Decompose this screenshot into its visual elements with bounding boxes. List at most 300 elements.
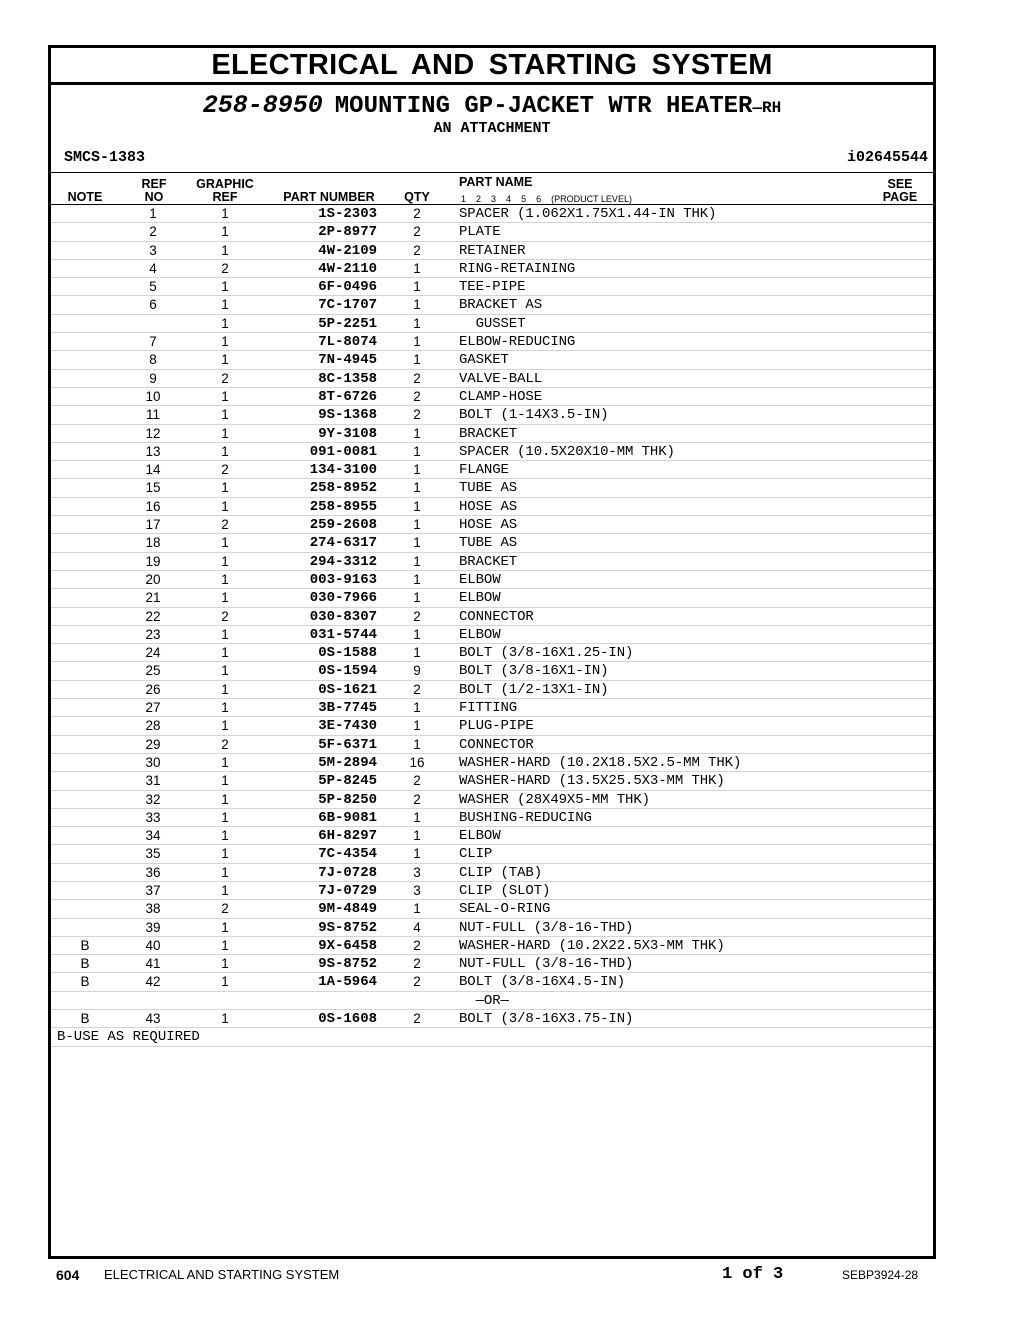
ref-cell: 22 xyxy=(145,608,161,624)
ref-cell: 13 xyxy=(145,443,161,459)
table-row xyxy=(51,516,933,534)
qty-cell: 2 xyxy=(413,773,421,789)
part-name-cell: TUBE AS xyxy=(459,480,518,497)
table-row xyxy=(51,571,933,589)
part-name-cell: BOLT (1/2-13X1-IN) xyxy=(459,681,609,698)
part-name-cell: BRACKET xyxy=(459,425,518,442)
part-name-cell: WASHER-HARD (10.2X22.5X3-MM THK) xyxy=(459,937,725,954)
graphic-ref-cell: 1 xyxy=(221,700,229,716)
table-row xyxy=(51,845,933,863)
ref-cell: 37 xyxy=(145,882,161,898)
ref-cell: 34 xyxy=(145,828,161,844)
col-see-bottom: PAGE xyxy=(882,190,918,204)
ref-cell: 28 xyxy=(145,718,161,734)
part-number-cell: 0S-1594 xyxy=(318,663,377,680)
graphic-ref-cell: 1 xyxy=(221,224,229,240)
part-number-cell: 7C-1707 xyxy=(318,297,377,314)
part-name-cell: GASKET xyxy=(459,352,509,369)
qty-cell: 1 xyxy=(413,736,421,752)
graphic-ref-cell: 1 xyxy=(221,498,229,514)
table-row xyxy=(51,772,933,790)
ref-cell: 25 xyxy=(145,663,161,679)
part-name-cell: PLATE xyxy=(459,224,501,241)
table-row xyxy=(51,461,933,479)
footer-page-number: 604 xyxy=(56,1267,80,1283)
table-row xyxy=(51,278,933,296)
ref-cell: 32 xyxy=(145,791,161,807)
level-product: (PRODUCT LEVEL) xyxy=(551,194,632,204)
table-row xyxy=(51,351,933,369)
graphic-ref-cell: 2 xyxy=(221,462,229,478)
table-row xyxy=(51,406,933,424)
ref-cell: 39 xyxy=(145,919,161,935)
table-row xyxy=(51,919,933,937)
graphic-ref-cell: 1 xyxy=(221,681,229,697)
part-number-cell: 7C-4354 xyxy=(318,846,377,863)
page-title: ELECTRICAL AND STARTING SYSTEM xyxy=(51,48,933,85)
part-number-cell: 7J-0729 xyxy=(318,882,377,899)
col-part-name: PART NAME xyxy=(459,175,533,189)
qty-cell: 1 xyxy=(413,901,421,917)
qty-cell: 1 xyxy=(413,480,421,496)
part-number-cell: 7J-0728 xyxy=(318,864,377,881)
part-number-cell: 091-0081 xyxy=(309,443,377,460)
level-5: 5 xyxy=(521,194,527,204)
part-number-cell: 2P-8977 xyxy=(318,224,377,241)
footnote-row xyxy=(51,1028,933,1046)
graphic-ref-cell: 1 xyxy=(221,443,229,459)
part-number-cell: 9Y-3108 xyxy=(318,425,377,442)
part-name-cell: SPACER (1.062X1.75X1.44-IN THK) xyxy=(459,206,717,222)
level-2: 2 xyxy=(476,194,482,204)
qty-cell: 2 xyxy=(413,937,421,953)
qty-cell: 1 xyxy=(413,498,421,514)
qty-cell: 1 xyxy=(413,260,421,276)
part-name-cell: CLIP (TAB) xyxy=(459,864,543,881)
qty-cell: 1 xyxy=(413,571,421,587)
ref-cell: 17 xyxy=(145,517,161,533)
qty-cell: 1 xyxy=(413,718,421,734)
graphic-ref-cell: 2 xyxy=(221,901,229,917)
graphic-ref-cell: 1 xyxy=(221,754,229,770)
graphic-ref-cell: 2 xyxy=(221,260,229,276)
col-ref-bottom: NO xyxy=(144,190,164,204)
ref-cell: 6 xyxy=(149,297,157,313)
part-name-cell: ELBOW xyxy=(459,828,501,845)
graphic-ref-cell: 1 xyxy=(221,590,229,606)
col-qty: QTY xyxy=(404,190,430,204)
group-name: MOUNTING GP-JACKET WTR HEATER xyxy=(334,93,753,120)
part-name-cell: ELBOW xyxy=(459,590,501,607)
qty-cell: 1 xyxy=(413,645,421,661)
ref-cell: 21 xyxy=(145,590,161,606)
product-levels xyxy=(461,194,642,204)
qty-cell: 1 xyxy=(413,626,421,642)
ref-cell: 12 xyxy=(145,425,161,441)
part-name-cell: BUSHING-REDUCING xyxy=(459,809,592,826)
table-row xyxy=(51,370,933,388)
group-subtitle: AN ATTACHMENT xyxy=(433,120,551,137)
header-divider-top xyxy=(51,172,933,173)
part-number-cell: 9S-8752 xyxy=(318,919,377,936)
qty-cell: 2 xyxy=(413,791,421,807)
qty-cell: 1 xyxy=(413,443,421,459)
table-row xyxy=(51,736,933,754)
part-number-cell: 031-5744 xyxy=(309,626,377,643)
part-number-cell: 258-8955 xyxy=(309,498,377,515)
part-name-cell: CLIP xyxy=(459,846,493,863)
graphic-ref-cell: 1 xyxy=(221,919,229,935)
note-cell: B xyxy=(80,937,90,953)
qty-cell: 1 xyxy=(413,700,421,716)
graphic-ref-cell: 1 xyxy=(221,882,229,898)
part-name-cell: TEE-PIPE xyxy=(459,279,526,296)
ref-cell: 8 xyxy=(149,352,157,368)
ref-cell: 2 xyxy=(149,224,157,240)
col-see-top: SEE xyxy=(887,177,913,191)
part-name-cell: CONNECTOR xyxy=(459,608,534,625)
qty-cell: 2 xyxy=(413,681,421,697)
part-number-cell: 134-3100 xyxy=(309,462,377,479)
ref-cell: 36 xyxy=(145,864,161,880)
ref-cell: 24 xyxy=(145,645,161,661)
qty-cell: 2 xyxy=(413,407,421,423)
part-name-cell: ELBOW xyxy=(459,626,501,643)
part-number-cell: 5P-8245 xyxy=(318,773,377,790)
part-number-cell: 259-2608 xyxy=(309,517,377,534)
footnote: B-USE AS REQUIRED xyxy=(57,1029,200,1046)
part-number-cell: 3E-7430 xyxy=(318,718,377,735)
graphic-ref-cell: 1 xyxy=(221,828,229,844)
qty-cell: 4 xyxy=(413,919,421,935)
part-name-cell: BRACKET AS xyxy=(459,297,543,314)
qty-cell: 2 xyxy=(413,224,421,240)
table-row xyxy=(51,1010,933,1028)
part-number-cell: 6B-9081 xyxy=(318,809,377,826)
part-name-cell: ELBOW-REDUCING xyxy=(459,334,576,351)
footer-page-of: 1 of 3 xyxy=(722,1265,784,1284)
part-number-cell: 7L-8074 xyxy=(318,334,377,351)
ref-cell: 15 xyxy=(145,480,161,496)
level-4: 4 xyxy=(506,194,512,204)
table-row xyxy=(51,791,933,809)
group-title xyxy=(51,92,933,122)
part-name-cell: PLUG-PIPE xyxy=(459,718,534,735)
part-name-cell: NUT-FULL (3/8-16-THD) xyxy=(459,956,634,973)
graphic-ref-cell: 1 xyxy=(221,553,229,569)
table-row xyxy=(51,973,933,991)
table-row xyxy=(51,809,933,827)
table-row xyxy=(51,333,933,351)
table-row xyxy=(51,498,933,516)
col-note: NOTE xyxy=(67,190,103,204)
ref-cell: 23 xyxy=(145,626,161,642)
part-name-cell: FLANGE xyxy=(459,462,509,479)
ref-cell: 11 xyxy=(145,407,160,423)
qty-cell: 2 xyxy=(413,388,421,404)
ref-cell: 1 xyxy=(149,206,157,221)
part-number-cell: 3B-7745 xyxy=(318,700,377,717)
part-number-cell: 0S-1621 xyxy=(318,681,377,698)
table-row xyxy=(51,315,933,333)
qty-cell: 2 xyxy=(413,974,421,990)
part-name-cell: FITTING xyxy=(459,700,518,717)
part-number-cell: 9S-8752 xyxy=(318,956,377,973)
graphic-ref-cell: 1 xyxy=(221,334,229,350)
part-number-cell: 8C-1358 xyxy=(318,370,377,387)
part-name-cell: TUBE AS xyxy=(459,535,518,552)
part-number-cell: 4W-2110 xyxy=(318,260,377,277)
graphic-ref-cell: 1 xyxy=(221,809,229,825)
graphic-ref-cell: 1 xyxy=(221,425,229,441)
table-row xyxy=(51,644,933,662)
part-number-cell: 274-6317 xyxy=(309,535,377,552)
part-number-cell: 4W-2109 xyxy=(318,242,377,259)
ref-cell: 40 xyxy=(145,937,161,953)
graphic-ref-cell: 1 xyxy=(221,626,229,642)
col-graphic-top: GRAPHIC xyxy=(196,177,254,191)
table-row xyxy=(51,681,933,699)
graphic-ref-cell: 1 xyxy=(221,480,229,496)
ref-cell: 27 xyxy=(145,700,161,716)
qty-cell: 1 xyxy=(413,462,421,478)
qty-cell: 1 xyxy=(413,535,421,551)
part-name-cell: RETAINER xyxy=(459,242,526,259)
graphic-ref-cell: 1 xyxy=(221,791,229,807)
part-name-cell: BOLT (3/8-16X1-IN) xyxy=(459,663,609,680)
part-number-cell: 0S-1588 xyxy=(318,645,377,662)
part-number-cell: 5M-2894 xyxy=(318,754,377,771)
graphic-ref-cell: 1 xyxy=(221,206,229,221)
qty-cell: 3 xyxy=(413,864,421,880)
ref-cell: 7 xyxy=(149,334,157,350)
table-row xyxy=(51,937,933,955)
graphic-ref-cell: 1 xyxy=(221,974,229,990)
part-number-cell: 8T-6726 xyxy=(318,388,377,405)
part-name-cell: GUSSET xyxy=(459,315,526,332)
qty-cell: 2 xyxy=(413,206,421,221)
ref-cell: 38 xyxy=(145,901,161,917)
part-number-cell: 6H-8297 xyxy=(318,828,377,845)
footer-doc-number: SEBP3924-28 xyxy=(842,1268,919,1282)
qty-cell: 1 xyxy=(413,334,421,350)
part-number-cell: 1S-2303 xyxy=(318,206,377,222)
graphic-ref-cell: 2 xyxy=(221,370,229,386)
table-row xyxy=(51,534,933,552)
part-name-cell: WASHER (28X49X5-MM THK) xyxy=(459,791,650,808)
graphic-ref-cell: 1 xyxy=(221,956,229,972)
qty-cell: 2 xyxy=(413,1011,421,1027)
qty-cell: 1 xyxy=(413,809,421,825)
graphic-ref-cell: 1 xyxy=(221,773,229,789)
ref-cell: 26 xyxy=(145,681,161,697)
table-row xyxy=(51,882,933,900)
ref-cell: 19 xyxy=(145,553,161,569)
table-row xyxy=(51,827,933,845)
part-name-cell: NUT-FULL (3/8-16-THD) xyxy=(459,919,634,936)
graphic-ref-cell: 2 xyxy=(221,517,229,533)
note-cell: B xyxy=(80,956,90,972)
ref-cell: 30 xyxy=(145,754,161,770)
part-name-cell: CLAMP-HOSE xyxy=(459,388,543,405)
part-name-cell: RING-RETAINING xyxy=(459,260,576,277)
col-part-number: PART NUMBER xyxy=(283,190,375,204)
table-row xyxy=(51,443,933,461)
ref-cell: 3 xyxy=(149,242,157,258)
part-number-cell: 5P-8250 xyxy=(318,791,377,808)
table-row xyxy=(51,425,933,443)
col-graphic-bottom: REF xyxy=(212,190,238,204)
level-3: 3 xyxy=(491,194,497,204)
part-name-cell: SPACER (10.5X20X10-MM THK) xyxy=(459,443,675,460)
ref-cell: 41 xyxy=(145,956,161,972)
graphic-ref-cell: 2 xyxy=(221,608,229,624)
qty-cell: 2 xyxy=(413,370,421,386)
graphic-ref-cell: 1 xyxy=(221,279,229,295)
graphic-ref-cell: 1 xyxy=(221,846,229,862)
part-number-cell: 9X-6458 xyxy=(318,937,377,954)
qty-cell: 1 xyxy=(413,590,421,606)
parts-table xyxy=(51,205,933,1047)
table-row xyxy=(51,900,933,918)
table-row xyxy=(51,608,933,626)
graphic-ref-cell: 2 xyxy=(221,736,229,752)
qty-cell: 2 xyxy=(413,956,421,972)
ref-cell: 16 xyxy=(145,498,161,514)
part-name-cell: HOSE AS xyxy=(459,517,518,534)
qty-cell: 1 xyxy=(413,828,421,844)
graphic-ref-cell: 1 xyxy=(221,645,229,661)
ref-cell: 31 xyxy=(145,773,161,789)
ref-cell: 20 xyxy=(145,571,161,587)
part-name-cell: BRACKET xyxy=(459,553,518,570)
part-number-cell: 9S-1368 xyxy=(318,407,377,424)
part-number-cell: 003-9163 xyxy=(309,571,377,588)
part-number-cell: 7N-4945 xyxy=(318,352,377,369)
table-row xyxy=(51,626,933,644)
table-row xyxy=(51,223,933,241)
qty-cell: 1 xyxy=(413,279,421,295)
graphic-ref-cell: 1 xyxy=(221,352,229,368)
part-name-cell: HOSE AS xyxy=(459,498,518,515)
part-name-cell: —OR— xyxy=(459,992,509,1009)
ref-cell: 33 xyxy=(145,809,161,825)
part-number-cell: 258-8952 xyxy=(309,480,377,497)
qty-cell: 1 xyxy=(413,846,421,862)
qty-cell: 16 xyxy=(409,754,425,770)
table-row xyxy=(51,699,933,717)
note-cell: B xyxy=(80,974,90,990)
part-name-cell: BOLT (3/8-16X3.75-IN) xyxy=(459,1011,634,1028)
part-number-cell: 030-7966 xyxy=(309,590,377,607)
table-row xyxy=(51,479,933,497)
ref-cell: 43 xyxy=(145,1011,161,1027)
graphic-ref-cell: 1 xyxy=(221,718,229,734)
part-name-cell: BOLT (3/8-16X1.25-IN) xyxy=(459,645,634,662)
qty-cell: 2 xyxy=(413,242,421,258)
part-name-cell: SEAL-O-RING xyxy=(459,901,551,918)
group-number: 258-8950 xyxy=(202,91,323,120)
smcs-code: SMCS-1383 xyxy=(64,149,146,166)
qty-cell: 1 xyxy=(413,553,421,569)
qty-cell: 1 xyxy=(413,517,421,533)
qty-cell: 1 xyxy=(413,425,421,441)
part-number-cell: 5P-2251 xyxy=(318,315,377,332)
qty-cell: 3 xyxy=(413,882,421,898)
table-row xyxy=(51,955,933,973)
part-name-cell: BOLT (3/8-16X4.5-IN) xyxy=(459,974,626,991)
ref-cell: 35 xyxy=(145,846,161,862)
table-row xyxy=(51,260,933,278)
graphic-ref-cell: 1 xyxy=(221,315,229,331)
group-suffix: —RH xyxy=(752,99,782,117)
part-name-cell: WASHER-HARD (13.5X25.5X3-MM THK) xyxy=(459,773,725,790)
level-1: 1 xyxy=(461,194,467,204)
table-row xyxy=(51,864,933,882)
graphic-ref-cell: 1 xyxy=(221,242,229,258)
ref-cell: 18 xyxy=(145,535,161,551)
graphic-ref-cell: 1 xyxy=(221,297,229,313)
ref-cell: 4 xyxy=(149,260,157,276)
ref-cell: 5 xyxy=(149,279,157,295)
table-row xyxy=(51,992,933,1010)
table-row xyxy=(51,205,933,223)
part-name-cell: WASHER-HARD (10.2X18.5X2.5-MM THK) xyxy=(459,754,742,771)
part-number-cell: 1A-5964 xyxy=(318,974,377,991)
qty-cell: 1 xyxy=(413,297,421,313)
graphic-ref-cell: 1 xyxy=(221,1011,229,1027)
qty-cell: 1 xyxy=(413,352,421,368)
table-row xyxy=(51,553,933,571)
graphic-ref-cell: 1 xyxy=(221,388,229,404)
graphic-ref-cell: 1 xyxy=(221,937,229,953)
table-row xyxy=(51,589,933,607)
level-6: 6 xyxy=(536,194,542,204)
ref-cell: 42 xyxy=(145,974,161,990)
part-number-cell: 030-8307 xyxy=(309,608,377,625)
part-number-cell: 0S-1608 xyxy=(318,1011,377,1028)
note-cell: B xyxy=(80,1011,90,1027)
part-number-cell: 294-3312 xyxy=(309,553,377,570)
table-row xyxy=(51,242,933,260)
graphic-ref-cell: 1 xyxy=(221,571,229,587)
page-frame xyxy=(48,45,936,1259)
table-row xyxy=(51,717,933,735)
ref-cell: 10 xyxy=(145,388,161,404)
qty-cell: 1 xyxy=(413,315,421,331)
footer-section: ELECTRICAL AND STARTING SYSTEM xyxy=(104,1267,340,1282)
ref-cell: 9 xyxy=(149,370,157,386)
table-row xyxy=(51,388,933,406)
part-name-cell: VALVE-BALL xyxy=(459,370,543,387)
table-row xyxy=(51,754,933,772)
qty-cell: 9 xyxy=(413,663,421,679)
part-name-cell: CLIP (SLOT) xyxy=(459,882,551,899)
col-ref-top: REF xyxy=(141,177,167,191)
graphic-ref-cell: 1 xyxy=(221,535,229,551)
graphic-ref-cell: 1 xyxy=(221,663,229,679)
graphic-ref-cell: 1 xyxy=(221,864,229,880)
ref-cell: 14 xyxy=(145,462,161,478)
part-number-cell: 5F-6371 xyxy=(318,736,377,753)
part-name-cell: BOLT (1-14X3.5-IN) xyxy=(459,407,609,424)
part-name-cell: CONNECTOR xyxy=(459,736,534,753)
illustration-ref: i02645544 xyxy=(846,149,928,166)
qty-cell: 2 xyxy=(413,608,421,624)
part-name-cell: ELBOW xyxy=(459,571,501,588)
part-number-cell: 9M-4849 xyxy=(318,901,377,918)
part-number-cell: 6F-0496 xyxy=(318,279,377,296)
